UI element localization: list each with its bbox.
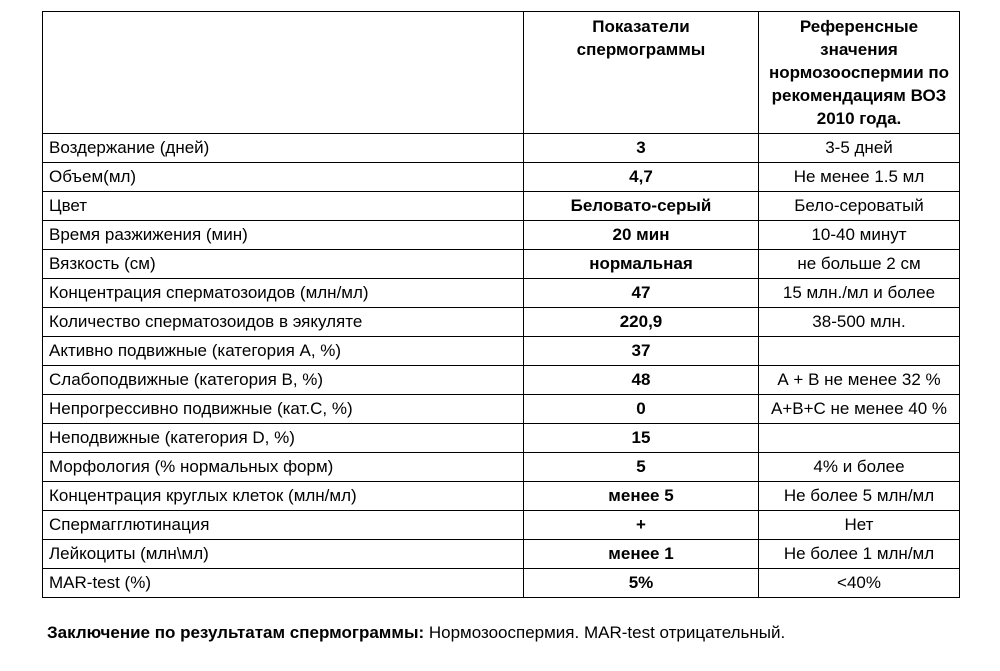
- table-row: [43, 424, 960, 453]
- param-name: Время разжижения (мин): [43, 221, 524, 250]
- param-reference: 4% и более: [759, 453, 960, 482]
- param-reference: Не более 1 млн/мл: [759, 540, 960, 569]
- table-row: [43, 192, 960, 221]
- param-name: Объем(мл): [43, 163, 524, 192]
- param-value: менее 1: [524, 540, 759, 569]
- param-name: Вязкость (см): [43, 250, 524, 279]
- param-reference: 10-40 минут: [759, 221, 960, 250]
- param-value: 15: [524, 424, 759, 453]
- param-name: MAR-test (%): [43, 569, 524, 598]
- param-value: 3: [524, 134, 759, 163]
- table-row: [43, 250, 960, 279]
- table-row: [43, 134, 960, 163]
- param-value: 4,7: [524, 163, 759, 192]
- param-value: менее 5: [524, 482, 759, 511]
- param-reference: [759, 424, 960, 453]
- table-row: [43, 308, 960, 337]
- param-name: Морфология (% нормальных форм): [43, 453, 524, 482]
- conclusion: [47, 623, 785, 643]
- table-row: [43, 163, 960, 192]
- param-reference: Не менее 1.5 мл: [759, 163, 960, 192]
- table-row: [43, 569, 960, 598]
- param-value: +: [524, 511, 759, 540]
- conclusion-text: Нормозооспермия. MAR-test отрицательный.: [424, 623, 786, 642]
- param-value: 47: [524, 279, 759, 308]
- param-value: 0: [524, 395, 759, 424]
- spermogram-table: [42, 11, 960, 598]
- param-value: 220,9: [524, 308, 759, 337]
- table-row: [43, 337, 960, 366]
- param-name: Спермагглютинация: [43, 511, 524, 540]
- param-reference: Нет: [759, 511, 960, 540]
- param-name: Воздержание (дней): [43, 134, 524, 163]
- table-row: [43, 540, 960, 569]
- param-name: Концентрация сперматозоидов (млн/мл): [43, 279, 524, 308]
- param-reference: Бело-сероватый: [759, 192, 960, 221]
- param-reference: А+В+С не менее 40 %: [759, 395, 960, 424]
- param-value: 5: [524, 453, 759, 482]
- table-row: [43, 221, 960, 250]
- param-name: Лейкоциты (млн\мл): [43, 540, 524, 569]
- param-reference: 15 млн./мл и более: [759, 279, 960, 308]
- param-value: 37: [524, 337, 759, 366]
- param-value: 20 мин: [524, 221, 759, 250]
- table-row: [43, 366, 960, 395]
- param-reference: А + В не менее 32 %: [759, 366, 960, 395]
- param-name: Активно подвижные (категория А, %): [43, 337, 524, 366]
- param-value: Беловато-серый: [524, 192, 759, 221]
- param-value: нормальная: [524, 250, 759, 279]
- table-header-row: [43, 12, 960, 134]
- table-row: [43, 511, 960, 540]
- header-reference: Референсные значения нормозооспермии по рекомендациям ВОЗ 2010 года.: [759, 12, 960, 134]
- header-parameter: [43, 12, 524, 134]
- param-value: 5%: [524, 569, 759, 598]
- param-reference: не больше 2 см: [759, 250, 960, 279]
- param-reference: <40%: [759, 569, 960, 598]
- table-row: [43, 395, 960, 424]
- table-row: [43, 482, 960, 511]
- param-name: Количество сперматозоидов в эякуляте: [43, 308, 524, 337]
- param-name: Цвет: [43, 192, 524, 221]
- param-reference: [759, 337, 960, 366]
- param-name: Слабоподвижные (категория В, %): [43, 366, 524, 395]
- param-reference: 38-500 млн.: [759, 308, 960, 337]
- param-value: 48: [524, 366, 759, 395]
- param-reference: 3-5 дней: [759, 134, 960, 163]
- table-row: [43, 453, 960, 482]
- conclusion-label: Заключение по результатам спермограммы:: [47, 623, 425, 642]
- table-row: [43, 279, 960, 308]
- header-results: Показатели спермограммы: [524, 12, 759, 134]
- param-name: Неподвижные (категория D, %): [43, 424, 524, 453]
- param-name: Концентрация круглых клеток (млн/мл): [43, 482, 524, 511]
- param-name: Непрогрессивно подвижные (кат.С, %): [43, 395, 524, 424]
- param-reference: Не более 5 млн/мл: [759, 482, 960, 511]
